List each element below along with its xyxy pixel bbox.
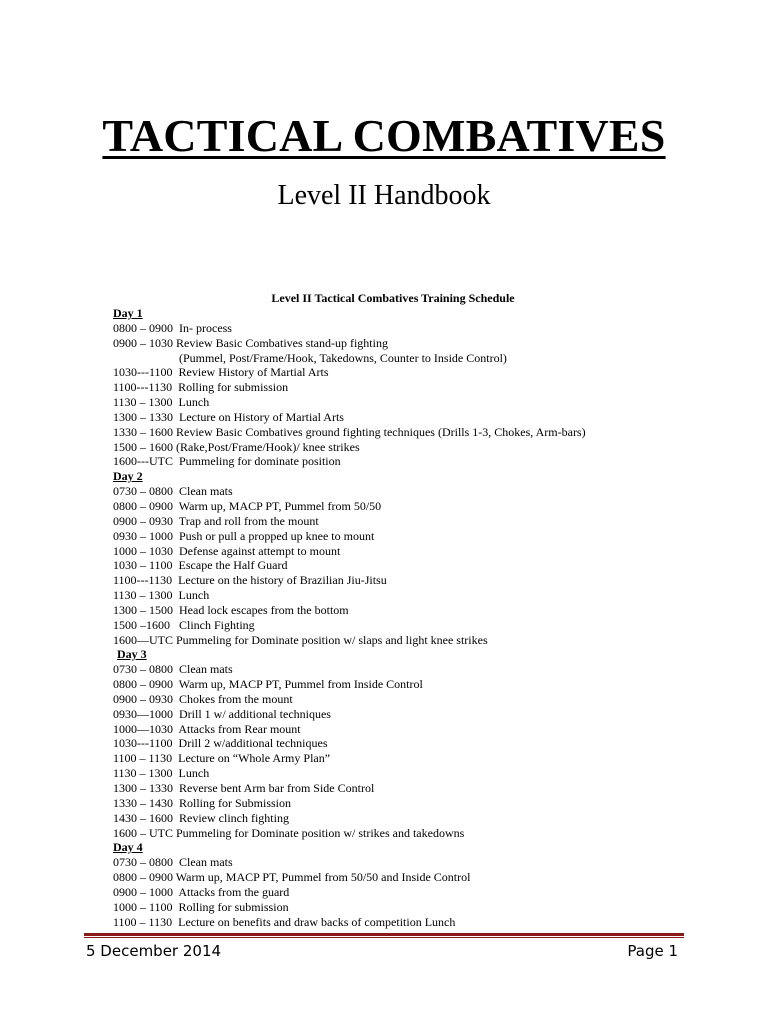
schedule-title: Level II Tactical Combatives Training Schedule [271,291,515,305]
page-subtitle: Level II Handbook [277,180,491,211]
day-3-heading: Day 3 [117,647,147,662]
schedule-line: 0800 – 0900 In- process [113,320,232,335]
schedule-line: 1000 – 1030 Defense against attempt to mount [113,543,341,558]
schedule-line: 1500 –1600 Clinch Fighting [113,617,255,632]
schedule-line: 1130 – 1300 Lunch [113,766,210,781]
schedule-line: (Pummel, Post/Frame/Hook, Takedowns, Counter to Inside Control) [179,350,507,365]
schedule-line: 1300 – 1500 Head lock escapes from the bottom [113,602,349,617]
schedule-line: 1600---UTC Pummeling for dominate position [113,454,341,469]
footer-date: 5 December 2014 [86,942,222,960]
schedule-line: 1100 – 1130 Lecture on “Whole Army Plan” [113,751,331,766]
schedule-line: 1100 – 1130 Lecture on benefits and draw backs of competition Lunch [113,914,456,929]
schedule-line: 0730 – 0800 Clean mats [113,855,233,870]
footer-page-number: Page 1 [627,942,678,960]
schedule-line: 0730 – 0800 Clean mats [113,662,233,677]
schedule-line: 1330 – 1600 Review Basic Combatives ground fighting techniques (Drills 1-3, Chokes, Arm-bars) [113,424,586,439]
schedule-line: 1130 – 1300 Lunch [113,395,210,410]
day-2-heading: Day 2 [113,469,143,484]
schedule-line: 1000 – 1100 Rolling for submission [113,899,289,914]
footer-rule [84,933,684,938]
schedule-line: 1500 – 1600 (Rake,Post/Frame/Hook)/ knee strikes [113,439,360,454]
schedule-line: 1100---1130 Lecture on the history of Brazilian Jiu-Jitsu [113,573,387,588]
schedule-line: 0900 – 0930 Chokes from the mount [113,691,293,706]
schedule-line: 1300 – 1330 Reverse bent Arm bar from Side Control [113,781,375,795]
schedule-line: 1030---1100 Drill 2 w/additional techniques [113,736,328,751]
day-4-heading: Day 4 [113,840,143,855]
page-title: TACTICAL COMBATIVES [102,110,666,161]
schedule-line: 1300 – 1330 Lecture on History of Martial Arts [113,409,344,424]
schedule-line: 1130 – 1300 Lunch [113,588,210,603]
schedule-line: 0800 – 0900 Warm up, MACP PT, Pummel from 50/50 [113,498,382,513]
schedule-line: 0900 – 0930 Trap and roll from the mount [113,513,319,528]
schedule-line: 0730 – 0800 Clean mats [113,484,233,499]
schedule-line: 0900 – 1000 Attacks from the guard [113,884,290,899]
schedule-line: 0800 – 0900 Warm up, MACP PT, Pummel from Inside Control [113,677,423,692]
schedule-line: 1030 – 1100 Escape the Half Guard [113,558,288,573]
schedule-line: 1000—1030 Attacks from Rear mount [113,721,301,736]
schedule-line: 0900 – 1030 Review Basic Combatives stand-up fighting [113,335,388,350]
schedule-line: 1600—UTC Pummeling for Dominate position w/ slaps and light knee strikes [113,632,488,647]
schedule-line: 1430 – 1600 Review clinch fighting [113,810,289,825]
schedule-line: 1330 – 1430 Rolling for Submission [113,795,292,810]
schedule-line: 0800 – 0900 Warm up, MACP PT, Pummel from 50/50 and Inside Control [113,870,471,885]
schedule-line: 1030---1100 Review History of Martial Arts [113,365,329,380]
schedule-line: 1600 – UTC Pummeling for Dominate position w/ strikes and takedowns [113,825,465,840]
schedule-line: 0930—1000 Drill 1 w/ additional techniques [113,706,331,721]
day-1-heading: Day 1 [113,306,143,320]
training-schedule [113,290,713,929]
schedule-line: 0930 – 1000 Push or pull a propped up knee to mount [113,528,375,543]
schedule-line: 1100---1130 Rolling for submission [113,380,289,395]
